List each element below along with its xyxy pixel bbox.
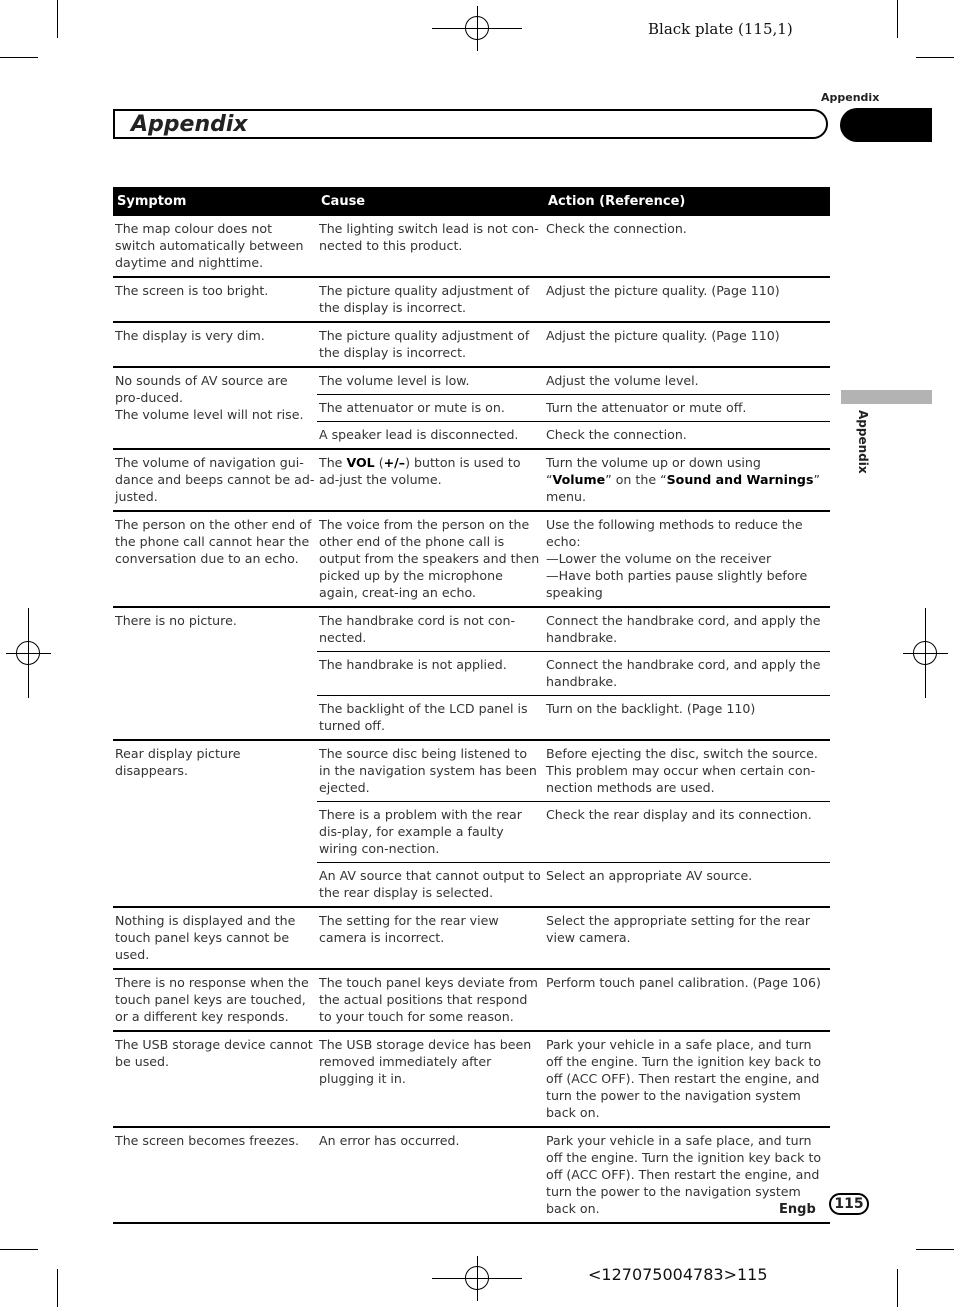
crop-mark [57, 1269, 58, 1307]
action-cell: Before ejecting the disc, switch the source. This problem may occur when certain con-nection methods are used. [544, 740, 830, 802]
table-row [113, 907, 830, 969]
action-cell [544, 511, 830, 607]
table-row [113, 449, 830, 511]
plate-label: Black plate (115,1) [648, 20, 793, 38]
column-header-symptom: Symptom [113, 187, 317, 216]
action-cell: Select the appropriate setting for the rear view camera. [544, 907, 830, 969]
side-tab-label-wrap [848, 410, 876, 490]
cause-cell: There is a problem with the rear dis-play, for example a faulty wiring con-nection. [317, 802, 544, 863]
symptom-line: No sounds of AV source are pro-duced. [115, 373, 288, 405]
cause-cell: The USB storage device has been removed immediately after plugging it in. [317, 1031, 544, 1127]
action-cell: Select an appropriate AV source. [544, 863, 830, 908]
action-cell: Check the connection. [544, 216, 830, 277]
cause-cell: The backlight of the LCD panel is turned off. [317, 696, 544, 741]
action-cell: Check the connection. [544, 422, 830, 450]
symptom-cell: There is no picture. [113, 607, 317, 740]
action-cell: Check the rear display and its connection. [544, 802, 830, 863]
cause-cell: The volume level is low. [317, 367, 544, 395]
table-row [113, 511, 830, 607]
cause-cell: The attenuator or mute is on. [317, 395, 544, 422]
cause-cell: The picture quality adjustment of the display is incorrect. [317, 322, 544, 367]
side-tab-label: Appendix [856, 410, 870, 474]
action-cell: Connect the handbrake cord, and apply the handbrake. [544, 652, 830, 696]
running-header: Appendix [821, 91, 880, 104]
table-header-row [113, 187, 830, 216]
registration-circle-icon [465, 1266, 489, 1290]
table-row [113, 607, 830, 652]
table-row [113, 322, 830, 367]
cause-cell: The picture quality adjustment of the display is incorrect. [317, 277, 544, 322]
page-number: 115 [829, 1193, 869, 1215]
registration-circle-icon [465, 16, 489, 40]
crop-mark [916, 1249, 954, 1250]
vol-button-label: VOL [346, 455, 375, 470]
cause-cell: The setting for the rear view camera is incorrect. [317, 907, 544, 969]
plus-minus-label: +/– [383, 455, 406, 470]
action-cell: Adjust the volume level. [544, 367, 830, 395]
action-cell: Park your vehicle in a safe place, and turn off the engine. Turn the ignition key back to off (ACC OFF). Then restart the engine, and turn the power to the navigation system back on. [544, 1031, 830, 1127]
symptom-cell: Rear display picture disappears. [113, 740, 317, 907]
text-span: ( [374, 455, 384, 470]
symptom-cell: The screen becomes freezes. [113, 1127, 317, 1223]
symptom-cell [113, 367, 317, 449]
crop-mark [0, 1249, 38, 1250]
cause-cell: The handbrake is not applied. [317, 652, 544, 696]
symptom-line: The volume level will not rise. [115, 407, 304, 422]
symptom-cell: The screen is too bright. [113, 277, 317, 322]
title-tab [840, 108, 932, 142]
symptom-cell: The person on the other end of the phone call cannot hear the conversation due to an echo. [113, 511, 317, 607]
cause-cell [317, 449, 544, 511]
action-cell: Adjust the picture quality. (Page 110) [544, 277, 830, 322]
side-tab [841, 390, 932, 404]
troubleshooting-table [113, 187, 830, 1224]
symptom-cell: The display is very dim. [113, 322, 317, 367]
cause-cell: The voice from the person on the other end of the phone call is output from the speakers and then picked up by the microphone again, creat-ing an echo. [317, 511, 544, 607]
crop-mark [916, 57, 954, 58]
text-span: ” on the “ [605, 472, 667, 487]
table-row [113, 277, 830, 322]
text-span: Turn the volume up or down using “ [546, 455, 761, 487]
crop-mark [897, 1269, 898, 1307]
cause-cell: The handbrake cord is not con-nected. [317, 607, 544, 652]
action-cell [544, 449, 830, 511]
column-header-cause: Cause [317, 187, 544, 216]
text-span: ) button is used to ad-just the volume. [319, 455, 521, 487]
page-title: Appendix [131, 112, 248, 137]
action-line: —Lower the volume on the receiver [546, 551, 772, 566]
cause-cell: The lighting switch lead is not con-nected to this product. [317, 216, 544, 277]
cause-cell: An error has occurred. [317, 1127, 544, 1223]
crop-mark [0, 57, 38, 58]
column-header-action: Action (Reference) [544, 187, 830, 216]
action-cell: Turn on the backlight. (Page 110) [544, 696, 830, 741]
action-cell: Adjust the picture quality. (Page 110) [544, 322, 830, 367]
crop-mark [897, 0, 898, 38]
table-row [113, 1127, 830, 1223]
crop-mark [57, 0, 58, 38]
doc-code: <127075004783>115 [588, 1265, 768, 1284]
sound-warnings-menu-label: Sound and Warnings [666, 472, 814, 487]
cause-cell: The touch panel keys deviate from the actual positions that respond to your touch for some reason. [317, 969, 544, 1031]
cause-cell: An AV source that cannot output to the rear display is selected. [317, 863, 544, 908]
action-line: Use the following methods to reduce the echo: [546, 517, 803, 549]
symptom-cell: Nothing is displayed and the touch panel keys cannot be used. [113, 907, 317, 969]
table-row [113, 1031, 830, 1127]
footer-language: Engb [779, 1202, 816, 1217]
symptom-cell: The volume of navigation gui-dance and beeps cannot be ad-justed. [113, 449, 317, 511]
symptom-cell: The map colour does not switch automatically between daytime and nighttime. [113, 216, 317, 277]
table-row [113, 969, 830, 1031]
cause-cell: A speaker lead is disconnected. [317, 422, 544, 450]
table-row [113, 216, 830, 277]
action-cell: Park your vehicle in a safe place, and turn off the engine. Turn the ignition key back to off (ACC OFF). Then restart the engine, and turn the power to the navigation system back on. [544, 1127, 830, 1223]
text-span: ” menu. [546, 472, 820, 504]
registration-circle-icon [16, 641, 40, 665]
cause-cell: The source disc being listened to in the navigation system has been ejected. [317, 740, 544, 802]
action-cell: Perform touch panel calibration. (Page 106) [544, 969, 830, 1031]
registration-circle-icon [913, 641, 937, 665]
table-row [113, 740, 830, 802]
text-span: The [319, 455, 347, 470]
action-cell: Connect the handbrake cord, and apply the handbrake. [544, 607, 830, 652]
symptom-cell: There is no response when the touch panel keys are touched, or a different key responds. [113, 969, 317, 1031]
volume-menu-label: Volume [552, 472, 606, 487]
action-cell: Turn the attenuator or mute off. [544, 395, 830, 422]
symptom-cell: The USB storage device cannot be used. [113, 1031, 317, 1127]
table-row [113, 367, 830, 395]
title-bar [113, 109, 828, 139]
action-line: —Have both parties pause slightly before speaking [546, 568, 808, 600]
